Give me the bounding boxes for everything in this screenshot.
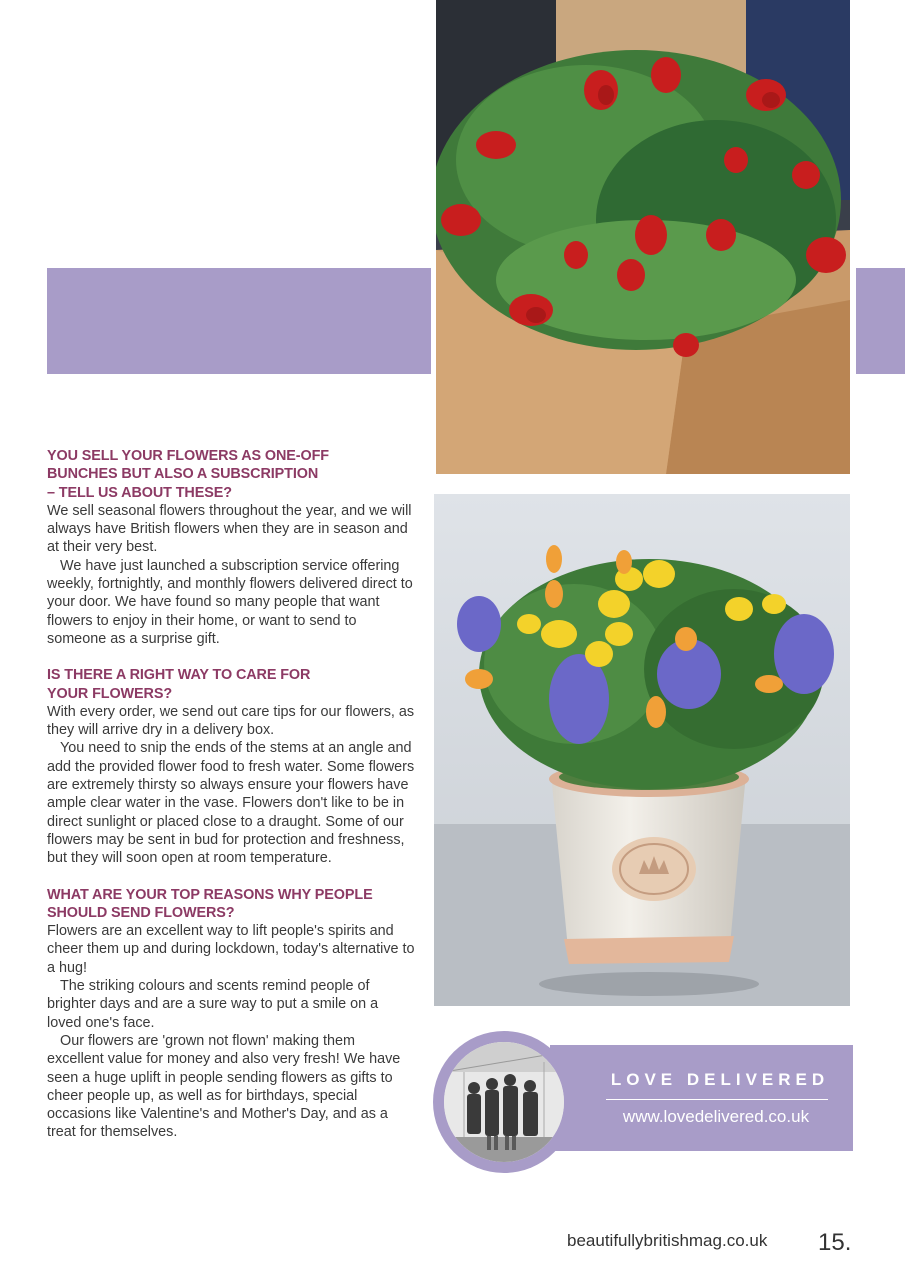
article-section [47,666,415,867]
paragraph: Flowers are an excellent way to lift people's spirits and cheer them up and during lockdown, today's alternative to a hug! [47,923,415,976]
kew-pot-bouquet-photo [434,494,850,1006]
paragraph: The striking colours and scents remind people of brighter days and are a sure way to put a smile on a loved one's face. [47,978,379,1031]
page-number: 15. [818,1229,852,1256]
tulip-box-photo [436,0,850,474]
love-delivered-link[interactable]: www.lovedelivered.co.uk [622,1107,810,1126]
paragraph: We have just launched a subscription service offering weekly, fortnightly, and monthly flowers delivered direct to your door. We have found so many people that want flowers to enjoy in their home, or want to send to someone as a surprise gift. [47,557,413,647]
paragraph: Our flowers are 'grown not flown' making them excellent value for money and also very fresh! We have seen a huge uplift in people sending flowers as gifts to cheer people up, as well as for birthdays, special occasions like Valentine's and Mother's Day, and as a treat for themselves. [47,1032,401,1141]
article-section [47,447,415,648]
paragraph: You need to snip the ends of the stems at an angle and add the provided flower food to fresh water. Some flowers are extremely thirsty so always ensure your flowers have ample clear water in the vase. Flowers don't like to be in direct sunlight or placed close to a draught. Some of our flowers may be sent in bud for protection and freshness, but they will soon open at room temperature. [47,740,415,867]
section-heading: YOU SELL YOUR FLOWERS AS ONE-OFF BUNCHES BUT ALSO A SUBSCRIPTION – TELL US ABOUT THESE? [47,448,329,501]
team-photo [444,1042,564,1162]
section-heading: IS THERE A RIGHT WAY TO CARE FOR YOUR FLOWERS? [47,667,311,702]
section-heading: WHAT ARE YOUR TOP REASONS WHY PEOPLE SHOULD SEND FLOWERS? [47,886,373,921]
article-section [47,886,415,1142]
love-delivered-title: LOVE DELIVERED [610,1070,830,1089]
article-body [47,447,415,1160]
divider [606,1099,828,1100]
paragraph: We sell seasonal flowers throughout the year, and we will always have British flowers when they are in season and at their very best. [47,502,412,556]
footer-site-url[interactable]: beautifullybritishmag.co.uk [567,1231,768,1250]
purple-banner-right [856,268,905,374]
love-delivered-panel [550,1045,853,1151]
purple-banner-left [47,268,431,374]
paragraph: With every order, we send out care tips for our flowers, as they will arrive dry in a delivery box. [47,703,415,739]
